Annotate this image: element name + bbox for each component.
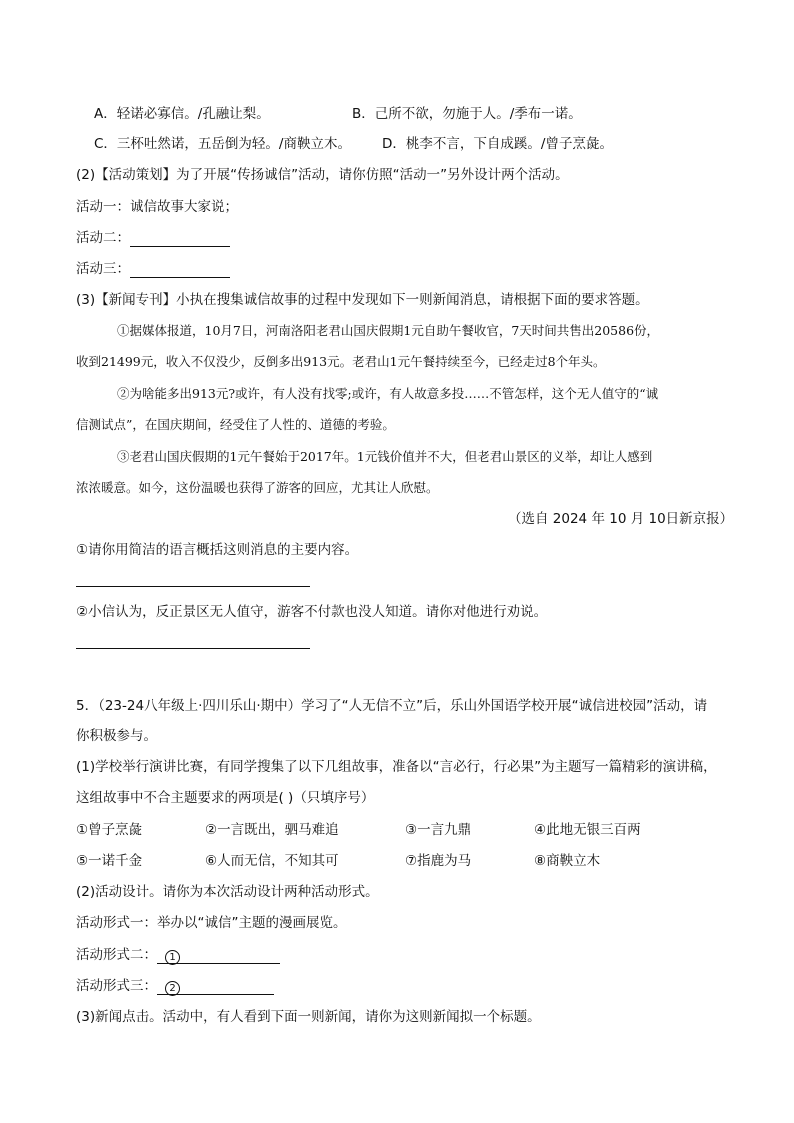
story-number: ⑦ — [405, 853, 418, 869]
news-paragraph-1-line-1: ①据媒体报道，10月7日，河南洛阳老君山国庆假期1元自助午餐收官，7天时间共售出20586份， — [117, 323, 660, 338]
activity-three — [76, 260, 230, 278]
activity-form-three-label: 活动形式三： — [76, 978, 157, 994]
story-number: ⑥ — [205, 853, 218, 869]
story-number: ⑤ — [76, 853, 89, 869]
news-source: （选自 2024 年 10 月 10日新京报） — [508, 511, 734, 527]
story-item — [205, 852, 339, 870]
q5-header-line-2: 你积极参与。 — [76, 728, 157, 744]
option-a: A．轻诺必寡信。/孔融让梨。 — [94, 106, 270, 122]
story-item — [534, 821, 641, 839]
story-item — [76, 852, 142, 870]
news-paragraph-1-line-2: 收到21499元，收入不仅没少，反倒多出913元。老君山1元午餐持续至今，已经走过8个年头。 — [76, 354, 606, 369]
news-paragraph-3-line-1: ③老君山国庆假期的1元午餐始于2017年。1元钱价值并不大，但老君山景区的义举，却让人感到 — [117, 449, 653, 464]
blank-marker-1: 1 — [165, 950, 180, 965]
activity-form-three-answer-line[interactable] — [157, 979, 274, 995]
story-text: 一诺千金 — [88, 853, 143, 869]
story-item — [534, 852, 600, 870]
story-text: 一言既出，驷马难追 — [217, 822, 339, 838]
story-number: ⑧ — [534, 853, 547, 869]
activity-two-label: 活动二： — [76, 230, 130, 246]
story-item — [205, 821, 339, 839]
story-text: 此地无银三百两 — [546, 822, 641, 838]
activity-three-answer-line[interactable] — [130, 262, 230, 278]
blank-marker-2: 2 — [165, 981, 180, 996]
story-number: ③ — [405, 822, 418, 838]
news-paragraph-2-line-1: ②为啥能多出913元?或许，有人没有找零;或许，有人故意多投……不管怎样，这个无人值守的“诚 — [117, 386, 659, 401]
news-paragraph-3-line-2: 浓浓暖意。如今，这份温暖也获得了游客的回应，尤其让人欣慰。 — [76, 480, 439, 495]
q5-header-line-1: 5．（23-24八年级上·四川乐山·期中）学习了“人无信不立”后，乐山外国语学校开展“诚信进校园”活动，请 — [76, 698, 708, 714]
option-b: B．己所不欲，勿施于人。/季布一诺。 — [352, 106, 582, 122]
activity-two-answer-line[interactable] — [130, 231, 230, 247]
option-c: C．三杯吐然诺，五岳倒为轻。/商鞅立木。 — [94, 136, 351, 152]
story-number: ① — [76, 822, 89, 838]
persuade-answer-line[interactable] — [76, 648, 310, 649]
story-number: ② — [205, 822, 218, 838]
activity-form-three — [76, 977, 274, 995]
activity-three-label: 活动三： — [76, 261, 130, 277]
q5-part1-line-1: (1)学校举行演讲比赛，有同学搜集了以下几组故事，准备以“言必行，行必果”为主题写一篇精彩的演讲稿， — [76, 759, 717, 775]
option-d: D．桃李不言，下自成蹊。/曾子烹彘。 — [382, 136, 613, 152]
persuade-question: ②小信认为，反正景区无人值守，游客不付款也没人知道。请你对他进行劝说。 — [76, 604, 548, 620]
story-text: 商鞅立木 — [546, 853, 601, 869]
story-item — [405, 852, 471, 870]
activity-form-two-label: 活动形式二： — [76, 947, 157, 963]
story-number: ④ — [534, 822, 547, 838]
q5-part1-line-2: 这组故事中不合主题要求的两项是( )（只填序号） — [76, 790, 375, 806]
summary-answer-line[interactable] — [76, 586, 310, 587]
activity-form-two-answer-line[interactable] — [157, 948, 280, 964]
activity-form-two — [76, 946, 280, 964]
news-paragraph-2-line-2: 信测试点”，在国庆期间，经受住了人性的、道德的考验。 — [76, 417, 395, 432]
story-item — [76, 821, 142, 839]
activity-form-one: 活动形式一：举办以“诚信”主题的漫画展览。 — [76, 915, 347, 931]
activity-one: 活动一：诚信故事大家说； — [76, 199, 238, 215]
news-prompt: (3)【新闻专刊】小执在搜集诚信故事的过程中发现如下一则新闻消息，请根据下面的要求答题。 — [76, 292, 649, 308]
q5-part2-prompt: (2)活动设计。请你为本次活动设计两种活动形式。 — [76, 884, 379, 900]
activity-two — [76, 229, 230, 247]
q5-part3-prompt: (3)新闻点击。活动中，有人看到下面一则新闻，请你为这则新闻拟一个标题。 — [76, 1009, 541, 1025]
story-text: 一言九鼎 — [417, 822, 472, 838]
story-text: 曾子烹彘 — [88, 822, 143, 838]
summary-question: ①请你用简洁的语言概括这则消息的主要内容。 — [76, 542, 359, 558]
story-text: 人而无信，不知其可 — [217, 853, 339, 869]
activity-plan-prompt: (2)【活动策划】为了开展“传扬诚信”活动，请你仿照“活动一”另外设计两个活动。 — [76, 167, 569, 183]
story-text: 指鹿为马 — [417, 853, 472, 869]
story-item — [405, 821, 471, 839]
